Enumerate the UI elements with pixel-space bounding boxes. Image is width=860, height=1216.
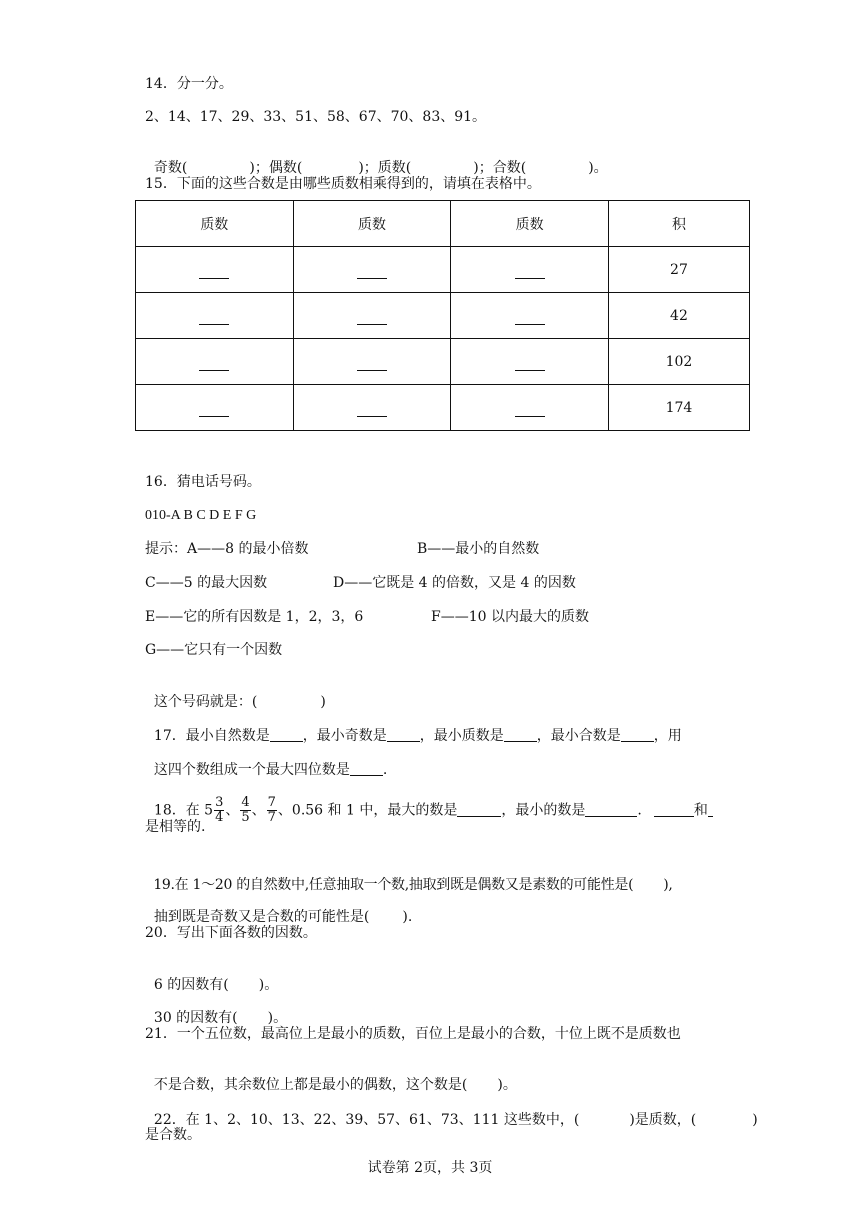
q17-blank-5[interactable] [350, 761, 383, 776]
q18-text: 18．在 5 [153, 802, 214, 819]
q16-hint-b: B——最小的自然数 [417, 541, 540, 557]
q16-hint-f: F——10 以内最大的质数 [431, 609, 589, 625]
q16-title: 16．猜电话号码。 [145, 474, 261, 490]
answer-blank[interactable] [136, 247, 294, 293]
q17-text: . [382, 762, 388, 778]
product-cell: 174 [608, 385, 749, 431]
q20-title: 20．写出下面各数的因数。 [145, 925, 317, 941]
table-row [136, 293, 750, 339]
prime-factor-table [135, 200, 750, 431]
q22-line-1 [145, 1093, 758, 1129]
q21-text: )。 [497, 1077, 517, 1093]
q16-hint-g: G——它只有一个因数 [145, 642, 283, 658]
q16-answer-label: 这个号码就是：( [153, 694, 258, 710]
fraction-mixed: $\frac{3}{4}$ [215, 795, 224, 825]
q17-line-1 [145, 709, 682, 745]
q17-text: ，最小奇数是 [302, 728, 387, 744]
table-row [136, 385, 750, 431]
answer-blank[interactable] [136, 339, 294, 385]
q16-answer-close: ) [320, 694, 326, 710]
q14-even-label: )；偶数( [249, 160, 303, 176]
header-prime-1: 质数 [136, 201, 294, 247]
fraction-3: $\frac{7}{7}$ [267, 795, 276, 825]
q17-line-2 [145, 743, 387, 779]
product-cell: 42 [608, 293, 749, 339]
q18-line-1: 18．在 5 $\frac{3}{4}$ 、 $\frac{4}{5}$ 、 $\frac{7}{7}$ 、0.56 和 1 中，最大的数是 ，最小的数是 . 和 [145, 778, 713, 825]
q16-hint-d: D——它既是 4 的倍数，又是 4 的因数 [333, 575, 576, 591]
page-footer: 试卷第 2页，共 3页 [367, 1160, 493, 1176]
q17-blank-1[interactable] [270, 727, 303, 742]
q21-line-1: 21．一个五位数，最高位上是最小的质数，百位上是最小的合数，十位上既不是质数也 [145, 1026, 681, 1042]
q17-text: ，最小质数是 [419, 728, 504, 744]
q17-text: ，用 [653, 728, 682, 744]
q14-answer-line [145, 141, 608, 177]
q19-line-1 [145, 858, 673, 894]
q19-text: ), [663, 877, 673, 893]
q14-prime-label: )；质数( [358, 160, 412, 176]
answer-blank[interactable] [451, 247, 609, 293]
answer-blank[interactable] [451, 293, 609, 339]
q20-text: )。 [267, 1010, 288, 1026]
q16-answer-line [145, 675, 326, 711]
q19-text: ). [402, 909, 413, 925]
answer-blank[interactable] [293, 293, 451, 339]
q17-text: 这四个数组成一个最大四位数是 [153, 762, 350, 778]
q18-text: 和 [693, 802, 708, 819]
answer-blank[interactable] [136, 385, 294, 431]
table-header-row [136, 201, 750, 247]
q16-hint-e: E——它的所有因数是 1，2，3，6 [145, 609, 364, 625]
q21-line-2 [145, 1058, 517, 1094]
q18-text: 、0.56 和 1 中，最大的数是 [277, 802, 458, 819]
q18-text: ，最小的数是 [501, 802, 586, 819]
answer-blank[interactable] [293, 385, 451, 431]
q17-blank-2[interactable] [387, 727, 420, 742]
q22-text: )是质数，( [629, 1112, 697, 1128]
q20-text: 30 的因数有( [153, 1010, 238, 1026]
q18-line-2: 是相等的. [145, 819, 206, 835]
answer-blank[interactable] [136, 293, 294, 339]
q15-title: 15．下面的这些合数是由哪些质数相乘得到的，请填在表格中。 [145, 176, 541, 192]
header-product: 积 [608, 201, 749, 247]
q20-line-2 [145, 991, 287, 1027]
q20-text: )。 [258, 977, 279, 993]
q19-text: 抽到既是奇数又是合数的可能性是( [153, 909, 370, 925]
header-prime-2: 质数 [293, 201, 451, 247]
q18-blank-equal-1[interactable] [654, 802, 694, 817]
q18-text: . [637, 802, 642, 819]
answer-blank[interactable] [451, 385, 609, 431]
q16-phone-pattern: 010-A B C D E F G [145, 508, 257, 523]
q22-text: 22．在 1、2、10、13、22、39、57、61、73、111 这些数中，( [153, 1112, 580, 1128]
fraction-2: $\frac{4}{5}$ [241, 795, 250, 825]
q19-line-2 [145, 890, 412, 926]
q14-composite-label: )；合数( [473, 160, 527, 176]
q16-hint-c: C——5 的最大因数 [145, 575, 268, 591]
q21-text: 不是合数，其余数位上都是最小的偶数，这个数是( [153, 1077, 468, 1093]
answer-blank[interactable] [293, 247, 451, 293]
q18-blank-equal-2[interactable] [708, 802, 713, 817]
q17-text: ，最小合数是 [536, 728, 621, 744]
q22-text: ) [752, 1112, 758, 1128]
q17-text: 17．最小自然数是 [153, 728, 270, 744]
q14-end: )。 [588, 160, 608, 176]
q14-title: 14．分一分。 [145, 76, 233, 92]
product-cell: 27 [608, 247, 749, 293]
product-cell: 102 [608, 339, 749, 385]
q17-blank-3[interactable] [504, 727, 537, 742]
q18-blank-min[interactable] [585, 802, 637, 817]
q14-odd-label: 奇数( [153, 160, 188, 176]
table-row [136, 247, 750, 293]
q18-blank-max[interactable] [457, 802, 501, 817]
q19-text: 19.在 1～20 的自然数中,任意抽取一个数,抽取到既是偶数又是素数的可能性是( [153, 877, 634, 893]
header-prime-3: 质数 [451, 201, 609, 247]
q16-hint-a: 提示：A——8 的最小倍数 [145, 541, 309, 557]
q14-numbers: 2、14、17、29、33、51、58、67、70、83、91。 [145, 109, 487, 125]
answer-blank[interactable] [451, 339, 609, 385]
table-row [136, 339, 750, 385]
answer-blank[interactable] [293, 339, 451, 385]
q22-line-2: 是合数。 [145, 1127, 201, 1143]
q20-text: 6 的因数有( [153, 977, 229, 993]
q20-line-1 [145, 958, 278, 994]
q17-blank-4[interactable] [621, 727, 654, 742]
